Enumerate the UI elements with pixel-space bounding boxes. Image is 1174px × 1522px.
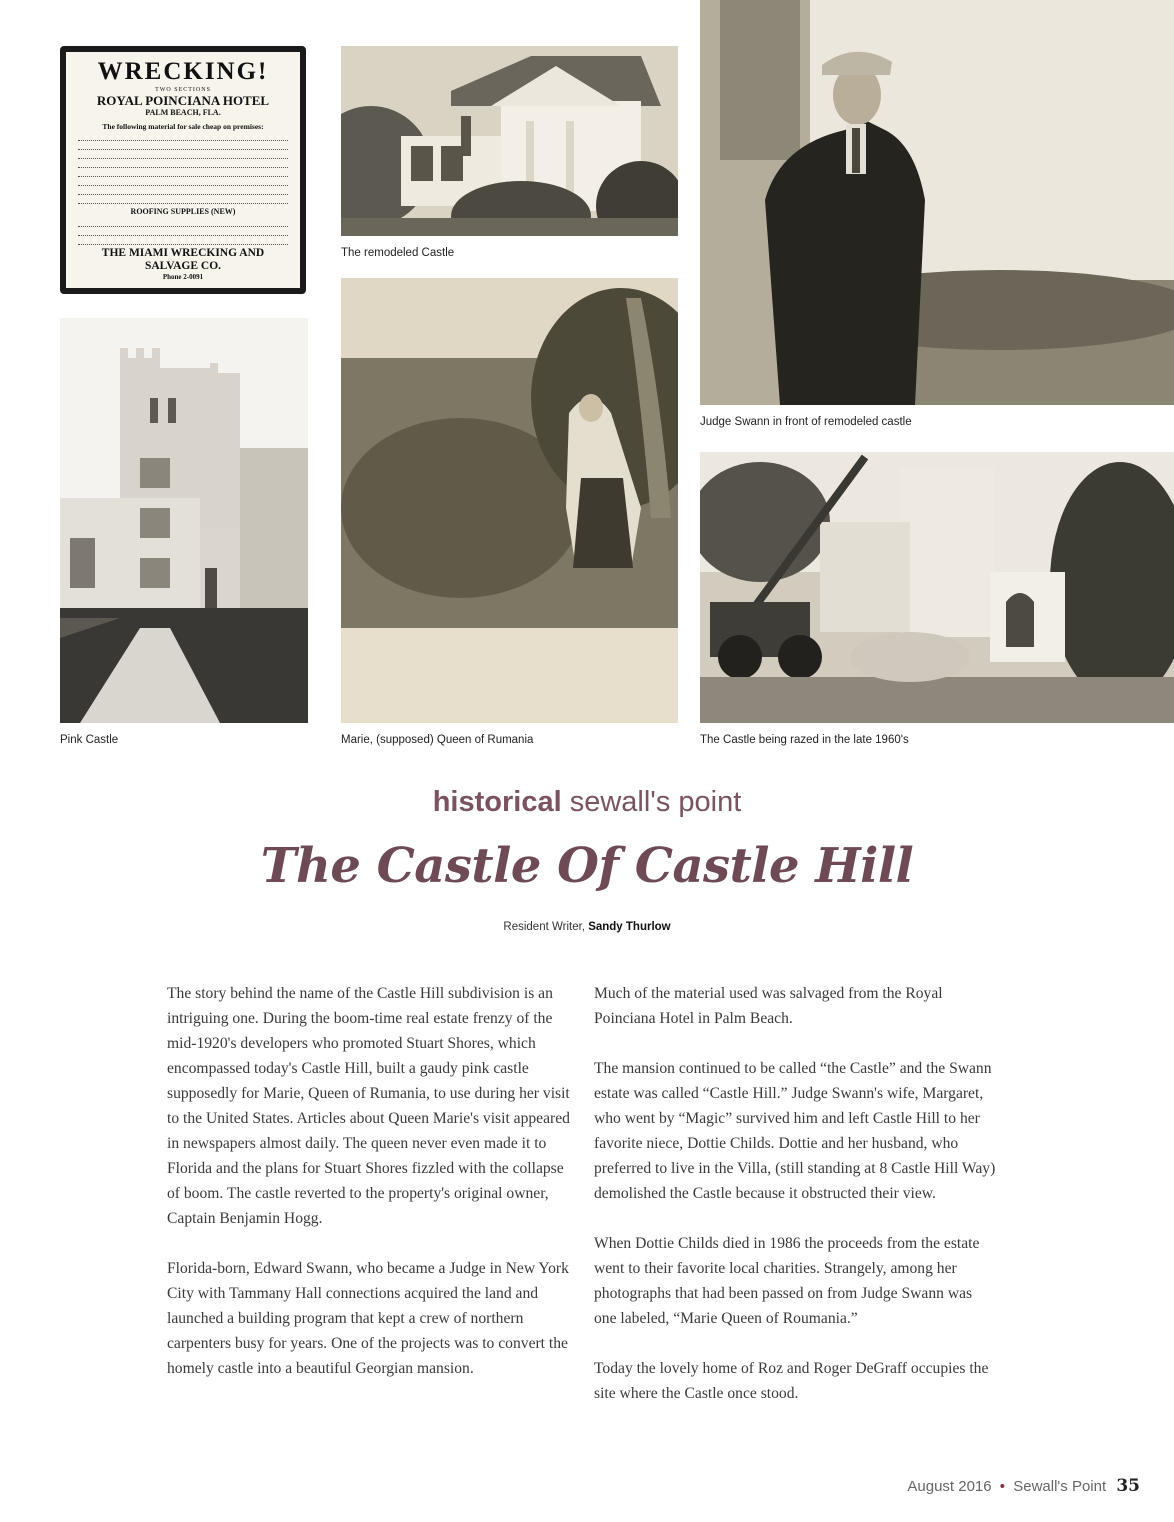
ad-roofing-list <box>76 220 290 245</box>
section-kicker <box>0 786 1174 819</box>
footer-date: August 2016 <box>907 1478 992 1495</box>
ad-intro: The following material for sale cheap on premises: <box>102 122 264 131</box>
wrecking-advertisement <box>60 46 306 294</box>
photo-judge-swann <box>700 0 1174 405</box>
page-number: 35 <box>1116 1476 1140 1496</box>
footer-publication: Sewall's Point <box>1013 1478 1107 1495</box>
page-footer <box>907 1476 1140 1496</box>
caption-remodeled-castle: The remodeled Castle <box>341 247 455 259</box>
bullet-separator: • <box>999 1478 1006 1495</box>
photo-castle-razed <box>700 452 1174 723</box>
byline-author: Sandy Thurlow <box>588 921 671 933</box>
photo-remodeled-castle <box>341 46 678 236</box>
byline-prefix: Resident Writer, <box>503 921 589 933</box>
caption-castle-razed: The Castle being razed in the late 1960's <box>700 734 909 746</box>
paragraph: The story behind the name of the Castle Hill subdivision is an intriguing one. During the boom-time real estate frenzy of the mid-1920's developers who promoted Stuart Shores, which encompassed today's Castle Hill, built a gaudy pink castle supposedly for Marie, Queen of Rumania, to use during her visit to the United States. Articles about Queen Marie's visit appeared in newspapers almost daily. The queen never even made it to Florida and the plans for Stuart Shores fizzled with the collapse of boom. The castle reverted to the property's original owner, Captain Benjamin Hogg. <box>167 985 570 1227</box>
paragraph: Florida-born, Edward Swann, who became a Judge in New York City with Tammany Hall connections acquired the land and launched a building program that kept a crew of northern carpenters busy for years. One of the projects was to convert the homely castle into a beautiful Georgian mansion. <box>167 1260 569 1377</box>
photo-queen-marie <box>341 278 678 723</box>
ad-price-list <box>76 134 290 204</box>
kicker-rest: sewall's point <box>561 786 742 818</box>
ad-hotel: ROYAL POINCIANA HOTEL <box>96 93 270 108</box>
caption-pink-castle: Pink Castle <box>60 734 119 746</box>
paragraph: The mansion continued to be called “the Castle” and the Swann estate was called “Castle Hill.” Judge Swann's wife, Margaret, who went by “Magic” survived him and left Castle Hill to her favorite niece, Dottie Childs. Dottie and her husband, who preferred to live in the Villa, (still standing at 8 Castle Hill Way) demolished the Castle because it obstructed their view. <box>594 1060 996 1202</box>
ad-phone: Phone 2-0091 <box>162 273 204 281</box>
ad-headline: WRECKING! <box>97 58 269 85</box>
paragraph: When Dottie Childs died in 1986 the proceeds from the estate went to their favorite local charities. Strangely, among her photographs that had been passed on from Judge Swann was one labeled, “Marie Queen of Roumania.” <box>594 1235 980 1327</box>
kicker-bold: historical <box>432 786 562 818</box>
ad-company: THE MIAMI WRECKING AND SALVAGE CO. <box>101 247 265 272</box>
article-column-1 <box>167 981 571 1406</box>
paragraph: Today the lovely home of Roz and Roger DeGraff occupies the site where the Castle once stood. <box>594 1360 989 1402</box>
ad-small-line: TWO SECTIONS <box>155 87 211 93</box>
caption-judge-swann: Judge Swann in front of remodeled castle <box>700 416 912 428</box>
byline <box>0 921 1174 933</box>
photo-pink-castle <box>60 318 308 723</box>
article-column-2 <box>594 981 998 1431</box>
paragraph: Much of the material used was salvaged from the Royal Poinciana Hotel in Palm Beach. <box>594 985 943 1027</box>
article-title: The Castle Of Castle Hill <box>260 838 914 894</box>
ad-location: PALM BEACH, FLA. <box>145 108 221 117</box>
caption-queen-marie: Marie, (supposed) Queen of Rumania <box>341 734 534 746</box>
ad-subhead: ROOFING SUPPLIES (NEW) <box>130 207 236 216</box>
